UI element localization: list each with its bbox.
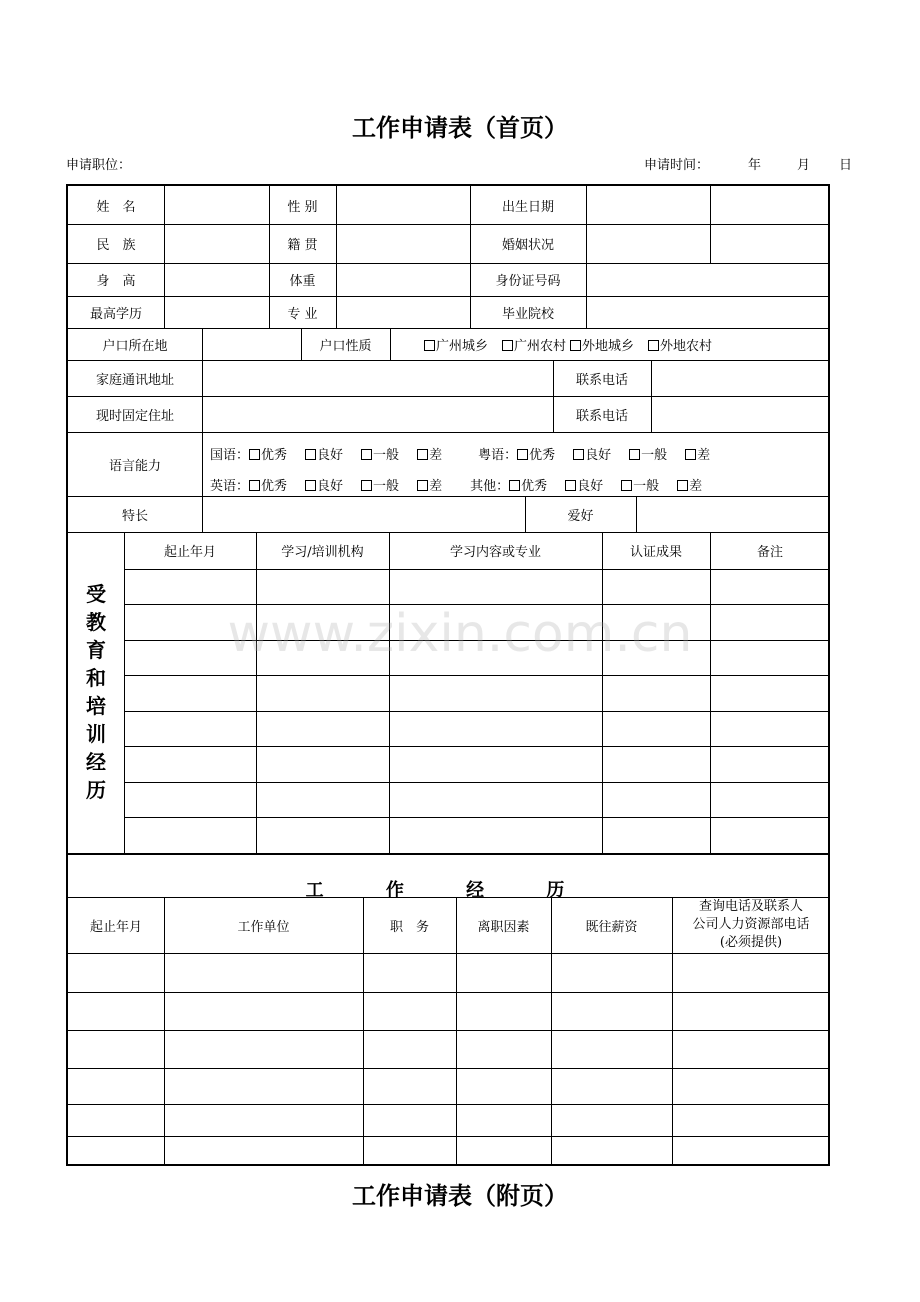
- current-address-label: 现时固定住址: [95, 408, 174, 424]
- birth-date-label: 出生日期: [501, 199, 554, 215]
- english-good[interactable]: 良好: [305, 479, 343, 494]
- hukou-option-other-rural[interactable]: 外地农村: [648, 335, 712, 354]
- other-good[interactable]: 良好: [565, 479, 603, 494]
- phone-label: 联系电话: [575, 372, 628, 388]
- work-col-title: 职 务: [389, 919, 429, 935]
- education-section-title: 受 教 育 和 培 训 经 历: [86, 582, 106, 802]
- work-col-period: 起止年月: [89, 919, 142, 935]
- checkbox-icon[interactable]: [509, 480, 520, 491]
- hukou-location-label: 户口所在地: [102, 338, 168, 354]
- phone2-label: 联系电话: [575, 408, 628, 424]
- other-poor[interactable]: 差: [677, 479, 702, 494]
- work-section-title: 工 作 经 历: [305, 880, 593, 901]
- weight-label: 体重: [289, 274, 316, 289]
- checkbox-icon[interactable]: [305, 480, 316, 491]
- checkbox-icon[interactable]: [573, 449, 584, 460]
- specialty-field[interactable]: [202, 496, 525, 532]
- major-field[interactable]: [336, 296, 470, 328]
- name-field[interactable]: [164, 186, 269, 224]
- checkbox-icon[interactable]: [570, 340, 581, 351]
- day-label: 日: [839, 158, 853, 173]
- gender-label: 性 别: [287, 199, 318, 215]
- application-form: [66, 184, 830, 1166]
- mandarin-excellent[interactable]: 优秀: [249, 448, 287, 463]
- birth-date-field[interactable]: [586, 186, 710, 224]
- name-label: 姓 名: [96, 199, 136, 215]
- cantonese-good[interactable]: 良好: [573, 448, 611, 463]
- mandarin-fair[interactable]: 一般: [361, 448, 399, 463]
- english-fair[interactable]: 一般: [361, 479, 399, 494]
- work-col-reference-contact: 查询电话及联系人 公司人力资源部电话 (必须提供): [692, 899, 810, 950]
- checkbox-icon[interactable]: [361, 480, 372, 491]
- phone-field[interactable]: [651, 360, 830, 396]
- other-excellent[interactable]: 优秀: [509, 479, 547, 494]
- year-label: 年: [748, 158, 762, 173]
- checkbox-icon[interactable]: [621, 480, 632, 491]
- school-field[interactable]: [586, 296, 830, 328]
- id-number-label: 身份证号码: [495, 274, 561, 289]
- marital-status-field[interactable]: [586, 224, 710, 263]
- english-poor[interactable]: 差: [417, 479, 442, 494]
- watermark: www.zixin.com.cn: [227, 604, 693, 664]
- checkbox-icon[interactable]: [648, 340, 659, 351]
- major-label: 专 业: [287, 306, 318, 322]
- home-address-label: 家庭通讯地址: [95, 372, 174, 388]
- specialty-label: 特长: [121, 508, 148, 524]
- current-address-field[interactable]: [202, 396, 553, 432]
- checkbox-icon[interactable]: [565, 480, 576, 491]
- hukou-type-options: [424, 328, 830, 360]
- education-field[interactable]: [164, 296, 269, 328]
- work-col-company: 工作单位: [237, 919, 290, 935]
- id-number-field[interactable]: [586, 263, 830, 296]
- page-title: 工作申请表（首页）: [352, 114, 568, 142]
- phone2-field[interactable]: [651, 396, 830, 432]
- edu-col-period: 起止年月: [163, 545, 216, 560]
- checkbox-icon[interactable]: [305, 449, 316, 460]
- height-label: 身 高: [96, 274, 136, 289]
- hukou-location-field[interactable]: [202, 328, 301, 360]
- mandarin-good[interactable]: 良好: [305, 448, 343, 463]
- checkbox-icon[interactable]: [361, 449, 372, 460]
- cantonese-poor[interactable]: 差: [685, 448, 710, 463]
- cantonese-excellent[interactable]: 优秀: [517, 448, 555, 463]
- ethnicity-label: 民 族: [96, 238, 136, 253]
- mandarin-label: 国语：: [210, 448, 250, 463]
- weight-field[interactable]: [336, 263, 470, 296]
- checkbox-icon[interactable]: [424, 340, 435, 351]
- checkbox-icon[interactable]: [249, 449, 260, 460]
- cantonese-fair[interactable]: 一般: [629, 448, 667, 463]
- other-fair[interactable]: 一般: [621, 479, 659, 494]
- edu-col-content: 学习内容或专业: [449, 545, 541, 560]
- school-label: 毕业院校: [501, 306, 554, 322]
- apply-position-label: 申请职位：: [66, 158, 132, 173]
- checkbox-icon[interactable]: [417, 449, 428, 460]
- hukou-type-label: 户口性质: [319, 338, 372, 354]
- english-label: 英语：: [210, 479, 250, 494]
- edu-col-remarks: 备注: [756, 545, 783, 560]
- language-row-2: [210, 475, 702, 494]
- checkbox-icon[interactable]: [417, 480, 428, 491]
- checkbox-icon[interactable]: [249, 480, 260, 491]
- language-label: 语言能力: [108, 458, 161, 474]
- marital-status-label: 婚姻状况: [501, 238, 554, 253]
- hukou-option-gz-urban[interactable]: 广州城乡: [424, 335, 488, 354]
- edu-col-institution: 学习/培训机构: [281, 545, 364, 560]
- native-place-field[interactable]: [336, 224, 470, 263]
- hukou-option-other-urban[interactable]: 外地城乡: [570, 335, 634, 354]
- checkbox-icon[interactable]: [677, 480, 688, 491]
- checkbox-icon[interactable]: [685, 449, 696, 460]
- month-label: 月: [797, 158, 811, 173]
- ethnicity-field[interactable]: [164, 224, 269, 263]
- appendix-title: 工作申请表（附页）: [352, 1182, 568, 1210]
- apply-time-label: 申请时间：: [644, 158, 710, 173]
- checkbox-icon[interactable]: [629, 449, 640, 460]
- height-field[interactable]: [164, 263, 269, 296]
- language-row-1: [210, 444, 710, 463]
- checkbox-icon[interactable]: [517, 449, 528, 460]
- work-col-salary: 既往薪资: [585, 919, 638, 935]
- home-address-field[interactable]: [202, 360, 553, 396]
- english-excellent[interactable]: 优秀: [249, 479, 287, 494]
- other-lang-label: 其他：: [470, 479, 510, 494]
- hukou-option-gz-rural[interactable]: 广州农村: [502, 335, 566, 354]
- edu-col-certification: 认证成果: [629, 545, 682, 560]
- photo-box: [710, 186, 830, 263]
- native-place-label: 籍 贯: [287, 238, 318, 253]
- mandarin-poor[interactable]: 差: [417, 448, 442, 463]
- work-col-leave-reason: 离职因素: [477, 919, 530, 935]
- hobby-field[interactable]: [636, 496, 830, 532]
- gender-field[interactable]: [336, 186, 470, 224]
- cantonese-label: 粤语：: [478, 448, 518, 463]
- hobby-label: 爱好: [567, 508, 594, 524]
- checkbox-icon[interactable]: [502, 340, 513, 351]
- education-label: 最高学历: [89, 306, 142, 322]
